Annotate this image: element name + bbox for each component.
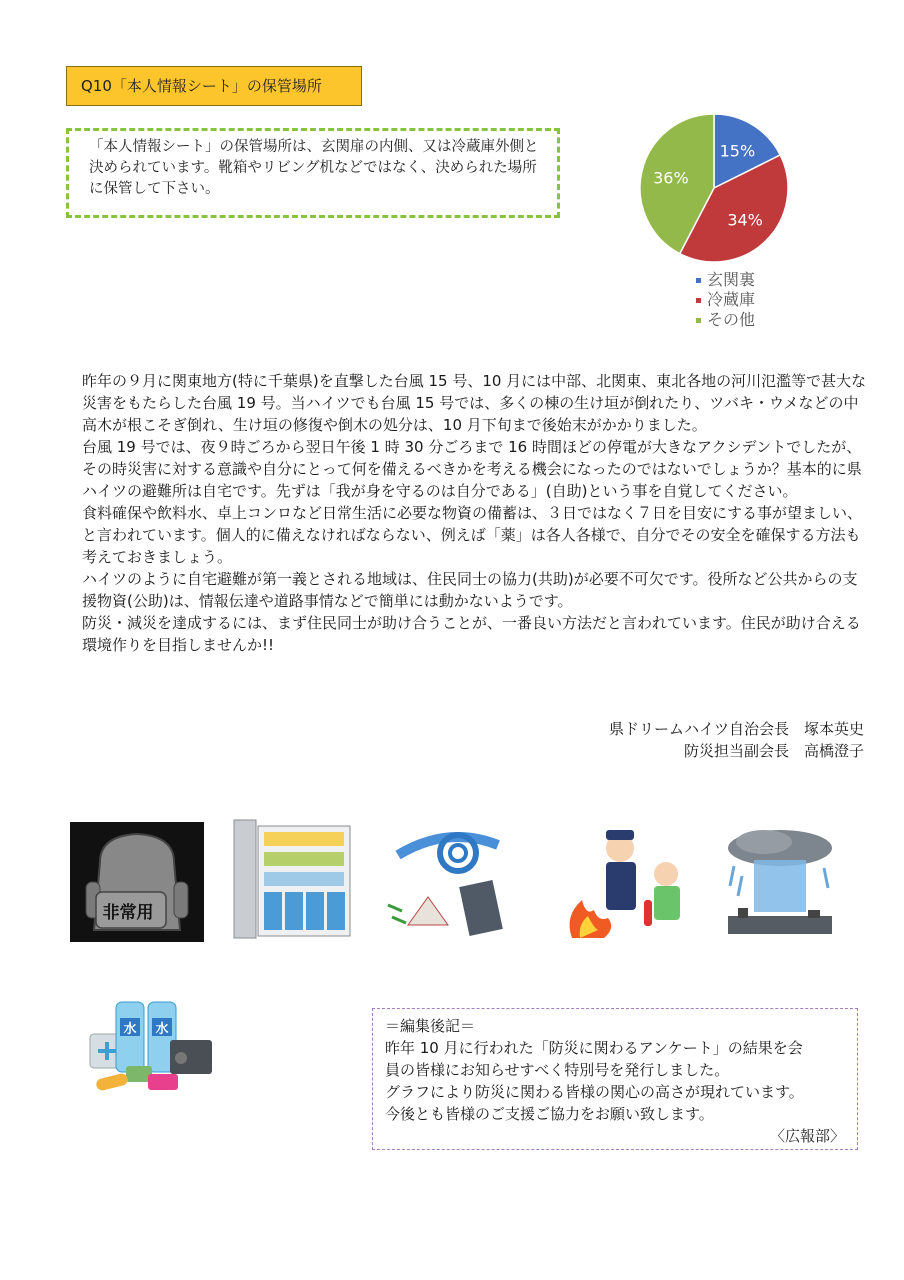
legend-label-0: 玄関裏 (707, 270, 756, 289)
question-header: Q10「本人情報シート」の保管場所 (66, 66, 362, 106)
paragraph: 防災・減災を達成するには、まず住民同士が助け合うことが、一番良い方法だと言われています。住民が助け合える環境作りを目指しませんか!! (82, 614, 861, 654)
water-bottle-label: 水 (123, 1022, 137, 1037)
legend-item-2 (696, 310, 755, 330)
legend-item-0 (696, 270, 755, 290)
paragraph: 台風 19 号では、夜９時ごろから翌日午後 1 時 30 分ごろまで 16 時間ほどの停電が大きなアクシデントでしたが、その時災害に対する意識や自分にとって何を備えるべきかを考える機会になったのではないでしょうか？基本的に県ハイツの避難所は自宅です。先ずは「我が身を守るのは自分である」(自助)という事を自覚してください。 (82, 438, 862, 500)
pie-label-0: 15% (719, 141, 756, 161)
emergency-supplies-icon (86, 992, 216, 1096)
pie-chart (600, 110, 820, 335)
backpack-label: 非常用 (102, 903, 154, 923)
legend-label-1: 冷蔵庫 (707, 290, 756, 309)
editor-note-line: 昨年 10 月に行われた「防災に関わるアンケート」の結果を会 (385, 1039, 803, 1057)
legend-swatch-2 (696, 318, 701, 323)
editor-note-sign: 〈広報部〉 (769, 1127, 845, 1145)
signature-vice-chair: 防災担当副会長 高橋澄子 (683, 742, 864, 760)
signature-block (609, 718, 864, 762)
storage-note: 「本人情報シート」の保管場所は、玄関扉の内側、又は冷蔵庫外側と決められています。靴箱やリビング机などではなく、決められた場所に保管して下さい。 (66, 128, 560, 218)
editor-note-line: 今後とも皆様のご支援ご協力をお願い致します。 (385, 1105, 714, 1123)
article-body (82, 370, 867, 656)
editor-note-title: ＝編集後記＝ (385, 1017, 476, 1035)
signature-chair: 県ドリームハイツ自治会長 塚本英史 (608, 720, 864, 738)
fire-drill-icon (564, 826, 702, 942)
pie-label-1: 34% (727, 210, 763, 230)
legend-swatch-1 (696, 298, 701, 303)
paragraph: ハイツのように自宅避難が第一義とされる地域は、住民同士の協力(共助)が必要不可欠です。役所など公共からの支援物資(公助)は、情報伝達や道路事情などで簡単には動かないようです。 (82, 570, 858, 610)
legend-label-2: その他 (707, 310, 756, 329)
heavy-rain-icon (724, 826, 836, 938)
paragraph: 昨年の９月に関東地方(特に千葉県)を直撃した台風 15 号、10 月には中部、北関東、東北各地の河川氾濫等で甚大な災害をもたらした台風 19 号。当ハイツでも台風 15 号では、多くの棟の生け垣が倒れたり、ツバキ・ウメなどの中高木が根こそぎ倒れ、生け垣の修復や倒木の処分は、10 月下旬まで後始末がかかりました。 (82, 372, 867, 434)
pie-label-2: 36% (653, 168, 689, 188)
stocked-refrigerator-icon (232, 818, 352, 940)
emergency-backpack-icon (70, 822, 204, 942)
editor-note (372, 1008, 858, 1150)
legend-swatch-0 (696, 278, 701, 283)
water-bottle-label: 水 (155, 1022, 169, 1037)
paragraph: 食料確保や飲料水、卓上コンロなど日常生活に必要な物資の備蓄は、３日ではなく７日を目安にする事が望ましい、と言われています。個人的に備えなければならない、例えば「薬」は各人各様で、自分でその安全を確保する方法も考えておきましょう。 (82, 504, 863, 566)
legend-item-1 (696, 290, 755, 310)
editor-note-line: 員の皆様にお知らせすべく特別号を発行しました。 (385, 1061, 730, 1079)
typhoon-icon (378, 825, 518, 937)
editor-note-line: グラフにより防災に関わる皆様の関心の高さが現れています。 (385, 1083, 804, 1101)
